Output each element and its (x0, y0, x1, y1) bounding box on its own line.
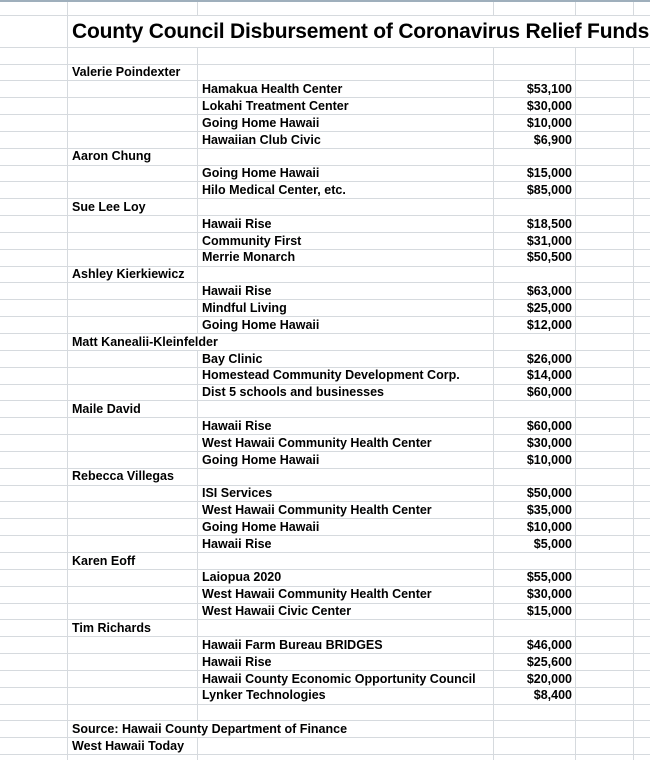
org-name[interactable]: Hawaii Farm Bureau BRIDGES (199, 637, 386, 653)
member-name[interactable]: Valerie Poindexter (69, 65, 183, 81)
grant-row (0, 166, 650, 183)
grant-amount[interactable]: $10,000 (494, 519, 574, 535)
org-name[interactable]: Hawaii Rise (199, 654, 274, 670)
member-name[interactable]: Tim Richards (69, 620, 154, 636)
grant-row (0, 132, 650, 149)
grant-amount[interactable]: $15,000 (494, 604, 574, 620)
grant-row (0, 688, 650, 705)
grant-amount[interactable]: $31,000 (494, 233, 574, 249)
grant-row (0, 233, 650, 250)
grant-row (0, 486, 650, 503)
grant-row (0, 536, 650, 553)
grant-amount[interactable]: $8,400 (494, 688, 574, 704)
grant-amount[interactable]: $14,000 (494, 368, 574, 384)
org-name[interactable]: Lynker Technologies (199, 688, 329, 704)
empty-row[interactable] (0, 48, 650, 65)
org-name[interactable]: Going Home Hawaii (199, 519, 322, 535)
grant-row (0, 570, 650, 587)
org-name[interactable]: Going Home Hawaii (199, 166, 322, 182)
sheet-top-edge (0, 0, 650, 2)
org-name[interactable]: Going Home Hawaii (199, 317, 322, 333)
title-row (0, 16, 650, 49)
member-name[interactable]: Sue Lee Loy (69, 199, 149, 215)
grant-amount[interactable]: $30,000 (494, 587, 574, 603)
member-row (0, 620, 650, 637)
grant-row (0, 81, 650, 98)
org-name[interactable]: West Hawaii Community Health Center (199, 502, 435, 518)
page-title[interactable]: County Council Disbursement of Coronavirus Relief Funds (69, 16, 650, 48)
member-row (0, 469, 650, 486)
grant-row (0, 317, 650, 334)
grant-row (0, 604, 650, 621)
grant-amount[interactable]: $53,100 (494, 81, 574, 97)
org-name[interactable]: Hawaii Rise (199, 283, 274, 299)
grant-row (0, 435, 650, 452)
publication-row (0, 738, 650, 755)
org-name[interactable]: West Hawaii Community Health Center (199, 435, 435, 451)
org-name[interactable]: Going Home Hawaii (199, 452, 322, 468)
grant-amount[interactable]: $46,000 (494, 637, 574, 653)
grant-row (0, 115, 650, 132)
grant-row (0, 283, 650, 300)
source-text[interactable]: Source: Hawaii County Department of Finance (69, 721, 350, 737)
org-name[interactable]: Bay Clinic (199, 351, 265, 367)
member-name[interactable]: Aaron Chung (69, 149, 154, 165)
org-name[interactable]: Dist 5 schools and businesses (199, 385, 387, 401)
grant-row (0, 250, 650, 267)
org-name[interactable]: Merrie Monarch (199, 250, 298, 266)
grant-amount[interactable]: $30,000 (494, 98, 574, 114)
grant-row (0, 637, 650, 654)
source-row (0, 721, 650, 738)
grant-amount[interactable]: $18,500 (494, 216, 574, 232)
member-name[interactable]: Ashley Kierkiewicz (69, 267, 188, 283)
grant-amount[interactable]: $5,000 (494, 536, 574, 552)
org-name[interactable]: Hawaii County Economic Opportunity Council (199, 671, 479, 687)
org-name[interactable]: ISI Services (199, 486, 275, 502)
grant-row (0, 418, 650, 435)
grant-row (0, 351, 650, 368)
member-row (0, 553, 650, 570)
member-row (0, 334, 650, 351)
org-name[interactable]: Community First (199, 233, 304, 249)
grant-row (0, 368, 650, 385)
org-name[interactable]: Lokahi Treatment Center (199, 98, 352, 114)
grant-amount[interactable]: $25,600 (494, 654, 574, 670)
grant-row (0, 452, 650, 469)
org-name[interactable]: Hamakua Health Center (199, 81, 345, 97)
member-row (0, 199, 650, 216)
grant-row (0, 98, 650, 115)
member-name[interactable]: Matt Kanealii-Kleinfelder (69, 334, 221, 350)
grant-amount[interactable]: $20,000 (494, 671, 574, 687)
grant-row (0, 502, 650, 519)
member-row (0, 65, 650, 82)
org-name[interactable]: Mindful Living (199, 300, 290, 316)
grant-amount[interactable]: $35,000 (494, 502, 574, 518)
grant-row (0, 587, 650, 604)
grant-amount[interactable]: $10,000 (494, 452, 574, 468)
org-name[interactable]: Hawaii Rise (199, 418, 274, 434)
grant-amount[interactable]: $12,000 (494, 317, 574, 333)
org-name[interactable]: Going Home Hawaii (199, 115, 322, 131)
grant-amount[interactable]: $85,000 (494, 182, 574, 198)
member-row (0, 149, 650, 166)
grant-amount[interactable]: $10,000 (494, 115, 574, 131)
member-name[interactable]: Karen Eoff (69, 553, 138, 569)
org-name[interactable]: Hawaii Rise (199, 216, 274, 232)
empty-row[interactable] (0, 2, 650, 16)
grant-amount[interactable]: $25,000 (494, 300, 574, 316)
member-name[interactable]: Maile David (69, 401, 144, 417)
grant-row (0, 654, 650, 671)
grant-amount[interactable]: $55,000 (494, 570, 574, 586)
org-name[interactable]: Hawaiian Club Civic (199, 132, 324, 148)
grant-amount[interactable]: $63,000 (494, 283, 574, 299)
grant-amount[interactable]: $6,900 (494, 132, 574, 148)
grant-amount[interactable]: $15,000 (494, 166, 574, 182)
org-name[interactable]: Hilo Medical Center, etc. (199, 182, 349, 198)
org-name[interactable]: Homestead Community Development Corp. (199, 368, 463, 384)
grant-row (0, 216, 650, 233)
grant-row (0, 300, 650, 317)
org-name[interactable]: Hawaii Rise (199, 536, 274, 552)
grant-amount[interactable]: $60,000 (494, 418, 574, 434)
member-row (0, 401, 650, 418)
grant-amount[interactable]: $50,500 (494, 250, 574, 266)
empty-row[interactable] (0, 705, 650, 722)
publication-text[interactable]: West Hawaii Today (69, 738, 187, 754)
member-name[interactable]: Rebecca Villegas (69, 469, 177, 485)
grant-row (0, 182, 650, 199)
grant-row (0, 385, 650, 402)
org-name[interactable]: West Hawaii Community Health Center (199, 587, 435, 603)
empty-row[interactable] (0, 755, 650, 760)
grant-amount[interactable]: $50,000 (494, 486, 574, 502)
sheet-rows (0, 2, 650, 760)
member-row (0, 267, 650, 284)
grant-amount[interactable]: $60,000 (494, 385, 574, 401)
grant-amount[interactable]: $30,000 (494, 435, 574, 451)
grant-amount[interactable]: $26,000 (494, 351, 574, 367)
grant-row (0, 671, 650, 688)
org-name[interactable]: Laiopua 2020 (199, 570, 284, 586)
org-name[interactable]: West Hawaii Civic Center (199, 604, 354, 620)
grant-row (0, 519, 650, 536)
